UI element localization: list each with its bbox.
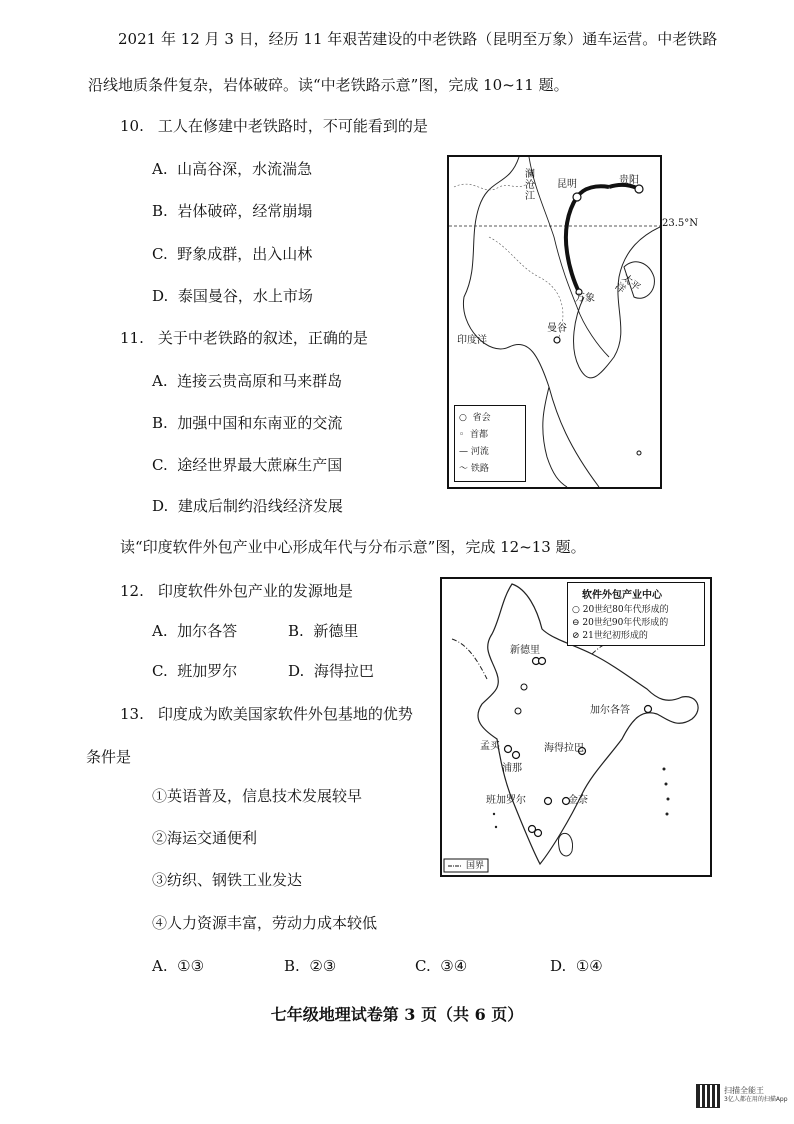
q13-option-b: B. ②③ xyxy=(284,957,337,975)
question-13-stem-continued: 条件是 xyxy=(86,748,132,766)
guiyang-marker xyxy=(635,185,643,193)
legend-railway: 〜 铁路 xyxy=(459,464,489,474)
center-bangalore-marker xyxy=(545,798,552,805)
legend-national-capital: ◦ 首都 xyxy=(459,430,489,440)
label-bangalore: 班加罗尔 xyxy=(486,795,526,806)
q13-item-4: ④人力资源丰富，劳动力成本较低 xyxy=(152,914,378,932)
legend-provincial-capital: ○ 省会 xyxy=(459,413,491,423)
legend-title: 软件外包产业中心 xyxy=(582,590,662,601)
q13-item-3: ③纺织、钢铁工业发达 xyxy=(152,871,303,889)
question-10 xyxy=(120,117,428,135)
label-pune: 浦那 xyxy=(502,763,522,774)
india-software-outsourcing-map xyxy=(440,577,712,877)
label-latitude: 23.5°N xyxy=(662,218,699,229)
badge-text: 扫描全能王 3亿人都在用的扫描App xyxy=(724,1086,788,1103)
label-mumbai: 孟买 xyxy=(480,741,500,752)
label-bangkok: 曼谷 xyxy=(547,323,567,334)
label-indian-ocean: 印度洋 xyxy=(457,335,487,346)
q12-option-a: A. 加尔各答 xyxy=(152,622,238,640)
label-chennai: 金奈 xyxy=(568,795,588,806)
question-stem: 印度成为欧美国家软件外包基地的优势 xyxy=(157,705,413,723)
q13-item-1: ①英语普及，信息技术发展较早 xyxy=(152,787,363,805)
label-new-delhi: 新德里 xyxy=(510,645,540,656)
question-number: 10. xyxy=(120,117,144,135)
question-stem: 工人在修建中老铁路时，不可能看到的是 xyxy=(157,117,428,135)
center-pune-marker xyxy=(513,752,520,759)
q13-option-c: C. ③④ xyxy=(415,957,468,975)
railway-line xyxy=(566,186,609,292)
map2-legend xyxy=(567,582,705,646)
label-pacific: 太平洋 xyxy=(612,272,642,296)
china-laos-railway-map xyxy=(447,155,662,489)
qr-code-icon xyxy=(696,1084,720,1108)
legend-1990s: ⊖ 20世纪90年代形成的 xyxy=(572,618,669,628)
legend-1980s: ○ 20世纪80年代形成的 xyxy=(572,605,669,615)
label-kolkata: 加尔各答 xyxy=(590,705,630,716)
q13-option-d: D. ①④ xyxy=(550,957,603,975)
question-stem: 印度软件外包产业的发源地是 xyxy=(157,582,353,600)
q11-option-b: B. 加强中国和东南亚的交流 xyxy=(152,414,343,432)
label-guiyang: 贵阳 xyxy=(619,175,639,186)
question-number: 11. xyxy=(120,329,144,347)
kunming-marker xyxy=(573,193,581,201)
intro-line-2: 沿线地质条件复杂，岩体破碎。读“中老铁路示意”图，完成 10~11 题。 xyxy=(88,76,569,94)
legend-river: — 河流 xyxy=(459,447,489,457)
q10-option-b: B. 岩体破碎，经常崩塌 xyxy=(152,202,313,220)
q10-option-d: D. 泰国曼谷，水上市场 xyxy=(152,287,313,305)
map1-legend xyxy=(454,405,526,482)
q12-option-d: D. 海得拉巴 xyxy=(288,662,374,680)
question-13 xyxy=(120,705,413,723)
question-12 xyxy=(120,582,353,600)
question-number: 13. xyxy=(120,705,144,723)
q12-option-c: C. 班加罗尔 xyxy=(152,662,238,680)
label-boundary: 国界 xyxy=(466,861,485,871)
question-11 xyxy=(120,329,368,347)
page-footer: 七年级地理试卷第 3 页（共 6 页） xyxy=(270,1005,524,1024)
label-hyderabad: 海得拉巴 xyxy=(544,743,584,754)
q10-option-a: A. 山高谷深，水流湍急 xyxy=(152,160,313,178)
small-island-marker xyxy=(637,451,641,455)
intro-line-1: 2021 年 12 月 3 日，经历 11 年艰苦建设的中老铁路（昆明至万象）通车运营。中老铁路 xyxy=(118,30,718,48)
label-lancang: 澜沧江 xyxy=(525,169,535,202)
q12-option-b: B. 新德里 xyxy=(288,622,359,640)
question-stem: 关于中老铁路的叙述，正确的是 xyxy=(157,329,368,347)
legend-2000s: ⊘ 21世纪初形成的 xyxy=(572,631,648,641)
q11-option-c: C. 途经世界最大蔗麻生产国 xyxy=(152,456,343,474)
question-number: 12. xyxy=(120,582,144,600)
q13-item-2: ②海运交通便利 xyxy=(152,829,258,847)
center-mumbai-marker xyxy=(505,746,512,753)
q10-option-c: C. 野象成群，出入山林 xyxy=(152,245,313,263)
label-kunming: 昆明 xyxy=(557,179,577,190)
scanner-watermark xyxy=(696,1084,788,1108)
q13-option-a: A. ①③ xyxy=(152,957,205,975)
label-vientiane: 万象 xyxy=(575,293,595,304)
q11-option-d: D. 建成后制约沿线经济发展 xyxy=(152,497,343,515)
q11-option-a: A. 连接云贵高原和马来群岛 xyxy=(152,372,343,390)
bangkok-marker xyxy=(554,337,560,343)
intro-line-3: 读“印度软件外包产业中心形成年代与分布示意”图，完成 12~13 题。 xyxy=(120,538,586,556)
center-kolkata-marker xyxy=(645,706,652,713)
